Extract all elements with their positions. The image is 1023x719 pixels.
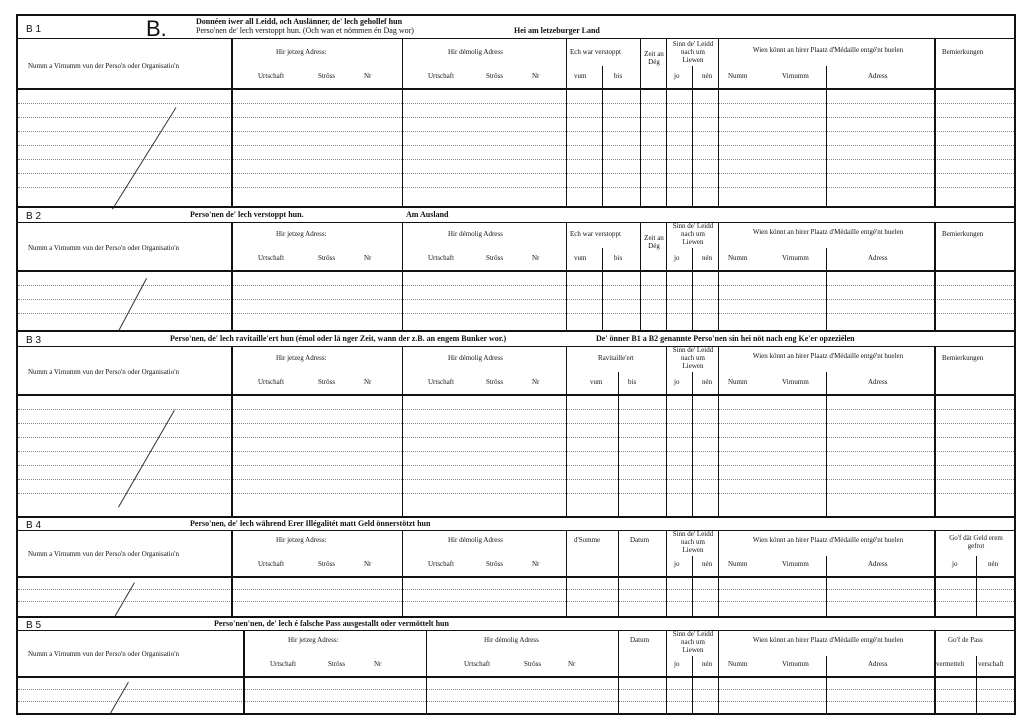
col-medal-name: Numm: [728, 72, 748, 80]
col-yes: jo: [674, 378, 680, 386]
col-current-address: Hir jetzeg Adress:: [276, 48, 327, 56]
col-former-nr: Nr: [532, 560, 540, 568]
col-time: Zeit an Dég: [644, 50, 664, 66]
section-title: Perso'nen, de' lech ravitaille'ert hun (émol oder lä nger Zeit, wann der z.B. an engem Bunker wor.): [170, 334, 507, 343]
col-current-place: Urtschaft: [258, 72, 285, 80]
col-medal-first: Virnumm: [782, 560, 809, 568]
section-code: B 2: [26, 211, 42, 222]
col-hidden: Ech war verstoppt: [570, 230, 621, 238]
col-suffered: Sinn de' Leidd nach um Liewen: [672, 346, 714, 370]
col-current-street: Ströss: [318, 254, 336, 262]
col-former-nr: Nr: [568, 660, 576, 668]
col-current-street: Ströss: [318, 72, 336, 80]
section-title-country: Hei am letzeburger Land: [514, 26, 600, 35]
col-from: vum: [590, 378, 603, 386]
col-money-yes: jo: [952, 560, 958, 568]
col-current-address: Hir jetzeg Adress:: [288, 636, 339, 644]
col-medal-addr: Adress: [868, 254, 888, 262]
col-to: bis: [614, 254, 623, 262]
col-medal-first: Virnumm: [782, 254, 809, 262]
col-current-street: Ströss: [318, 378, 336, 386]
col-current-street: Ströss: [328, 660, 346, 668]
section-b1: [18, 16, 1014, 206]
col-former-nr: Nr: [532, 72, 540, 80]
column-header: [18, 530, 1014, 578]
col-remarks: Bemierkungen: [942, 48, 984, 56]
col-former-place: Urtschaft: [428, 378, 455, 386]
col-name: Numm a Virnumm vun der Perso'n oder Organisatio'n: [28, 62, 179, 70]
col-current-address: Hir jetzeg Adress:: [276, 536, 327, 544]
entry-area[interactable]: [18, 395, 1014, 515]
col-pass: Go'f de Pass: [948, 636, 983, 644]
column-header: [18, 346, 1014, 396]
col-former-nr: Nr: [532, 254, 540, 262]
col-current-street: Ströss: [318, 560, 336, 568]
col-suffered: Sinn de' Leidd nach um Liewen: [672, 40, 714, 64]
section-b4: [18, 518, 1014, 616]
section-b3: [18, 332, 1014, 516]
col-from: vum: [574, 254, 587, 262]
col-yes: jo: [674, 560, 680, 568]
column-header: [18, 38, 1014, 90]
col-pass-given: vermettelt: [936, 660, 965, 668]
column-header: [18, 222, 1014, 272]
col-former-address: Hir démolig Adress: [448, 536, 503, 544]
col-medal-addr: Adress: [868, 660, 888, 668]
col-name: Numm a Virnumm vun der Perso'n oder Organisatio'n: [28, 650, 179, 658]
col-medal-name: Numm: [728, 254, 748, 262]
col-current-nr: Nr: [374, 660, 382, 668]
col-no: nén: [702, 560, 713, 568]
section-title-line1: Donnéen iwer all Leidd, och Auslänner, de' lech gehollef hun: [196, 17, 403, 26]
col-former-street: Ströss: [486, 560, 504, 568]
col-former-place: Urtschaft: [428, 254, 455, 262]
section-code: B 3: [26, 335, 42, 346]
col-to: bis: [628, 378, 637, 386]
col-medal-addr: Adress: [868, 72, 888, 80]
col-medal-first: Virnumm: [782, 378, 809, 386]
entry-area[interactable]: [18, 677, 1014, 711]
col-no: nén: [702, 660, 713, 668]
col-former-place: Urtschaft: [428, 560, 455, 568]
entry-area[interactable]: [18, 89, 1014, 204]
section-title-note: De' önner B1 a B2 genannte Perso'nen sin hei nöt nach eng Ke'er opzeziélen: [596, 334, 855, 343]
col-current-nr: Nr: [364, 560, 372, 568]
col-to: bis: [614, 72, 623, 80]
col-medal-name: Numm: [728, 660, 748, 668]
col-hidden: Ech war verstoppt: [570, 48, 621, 56]
col-former-place: Urtschaft: [428, 72, 455, 80]
col-date: Datum: [630, 636, 650, 644]
col-current-place: Urtschaft: [258, 254, 285, 262]
col-former-address: Hir démolig Adress: [448, 230, 503, 238]
col-no: nén: [702, 378, 713, 386]
section-title: Perso'nen, de' lech während Erer Illégalitét matt Geld önnerstötzt hun: [190, 519, 431, 528]
col-name: Numm a Virnumm vun der Perso'n oder Organisatio'n: [28, 244, 179, 252]
col-suffered: Sinn de' Leidd nach um Liewen: [672, 530, 714, 554]
col-medal-addr: Adress: [868, 378, 888, 386]
section-code: B 5: [26, 620, 42, 631]
col-former-street: Ströss: [486, 72, 504, 80]
col-current-address: Hir jetzeg Adress:: [276, 230, 327, 238]
col-former-street: Ströss: [486, 254, 504, 262]
col-medal: Wien könnt an hirer Plaatz d'Médaille entgé'nt huelen: [752, 228, 904, 236]
col-medal: Wien könnt an hirer Plaatz d'Médaille entgé'nt huelen: [752, 636, 904, 644]
col-remarks: Bemierkungen: [942, 354, 984, 362]
col-current-place: Urtschaft: [258, 378, 285, 386]
col-current-place: Urtschaft: [258, 560, 285, 568]
col-former-address: Hir démolig Adress: [448, 48, 503, 56]
col-current-address: Hir jetzeg Adress:: [276, 354, 327, 362]
col-medal: Wien könnt an hirer Plaatz d'Médaille entgé'nt huelen: [752, 46, 904, 54]
section-code: B 4: [26, 520, 42, 531]
col-date: Datum: [630, 536, 650, 544]
col-current-nr: Nr: [364, 378, 372, 386]
col-former-place: Urtschaft: [464, 660, 491, 668]
col-former-address: Hir démolig Adress: [448, 354, 503, 362]
col-former-street: Ströss: [524, 660, 542, 668]
col-current-place: Urtschaft: [270, 660, 297, 668]
col-medal: Wien könnt an hirer Plaatz d'Médaille entgé'nt huelen: [752, 352, 904, 360]
col-medal-name: Numm: [728, 378, 748, 386]
col-no: nén: [702, 254, 713, 262]
col-yes: jo: [674, 254, 680, 262]
col-time: Zeit an Dég: [644, 234, 664, 250]
col-medal-addr: Adress: [868, 560, 888, 568]
col-ravitailled: Ravitaille'ert: [598, 354, 634, 362]
section-letter: B.: [146, 16, 167, 41]
col-remarks: Bemierkungen: [942, 230, 984, 238]
col-pass-made: verschaft: [978, 660, 1004, 668]
resistance-form: [16, 14, 1016, 715]
section-b2: [18, 208, 1014, 330]
col-medal-name: Numm: [728, 560, 748, 568]
col-suffered: Sinn de' Leidd nach um Liewen: [672, 222, 714, 246]
col-name: Numm a Virnumm vun der Perso'n oder Organisatio'n: [28, 550, 179, 558]
col-yes: jo: [674, 660, 680, 668]
section-title-country: Am Ausland: [406, 210, 449, 219]
col-money-no: nén: [988, 560, 999, 568]
col-from: vum: [574, 72, 587, 80]
col-suffered: Sinn de' Leidd nach um Liewen: [672, 630, 714, 654]
col-yes: jo: [674, 72, 680, 80]
col-money-back: Go'f dät Geld erem gefrot: [949, 534, 1003, 550]
section-code: B 1: [26, 24, 42, 35]
section-title: Perso'nen de' lech verstoppt hun.: [190, 210, 304, 219]
col-former-address: Hir démolig Adress: [484, 636, 539, 644]
col-no: nén: [702, 72, 713, 80]
section-title-line2: Perso'nen de' lech verstoppt hun. (Och wan et nömmen én Dag wor): [196, 26, 414, 35]
col-medal-first: Virnumm: [782, 660, 809, 668]
col-former-nr: Nr: [532, 378, 540, 386]
col-medal-first: Virnumm: [782, 72, 809, 80]
column-header: [18, 630, 1014, 678]
col-medal: Wien könnt an hirer Plaatz d'Médaille entgé'nt huelen: [752, 536, 904, 544]
col-current-nr: Nr: [364, 72, 372, 80]
col-former-street: Ströss: [486, 378, 504, 386]
entry-area[interactable]: [18, 271, 1014, 329]
col-name: Numm a Virnumm vun der Perso'n oder Organisatio'n: [28, 368, 179, 376]
col-sum: d'Somme: [574, 536, 601, 544]
entry-area[interactable]: [18, 577, 1014, 615]
section-title: Perso'nen'nen, de' lech é falsche Pass ausgestallt oder vermöttelt hun: [214, 619, 449, 628]
section-b5: [18, 618, 1014, 713]
col-current-nr: Nr: [364, 254, 372, 262]
